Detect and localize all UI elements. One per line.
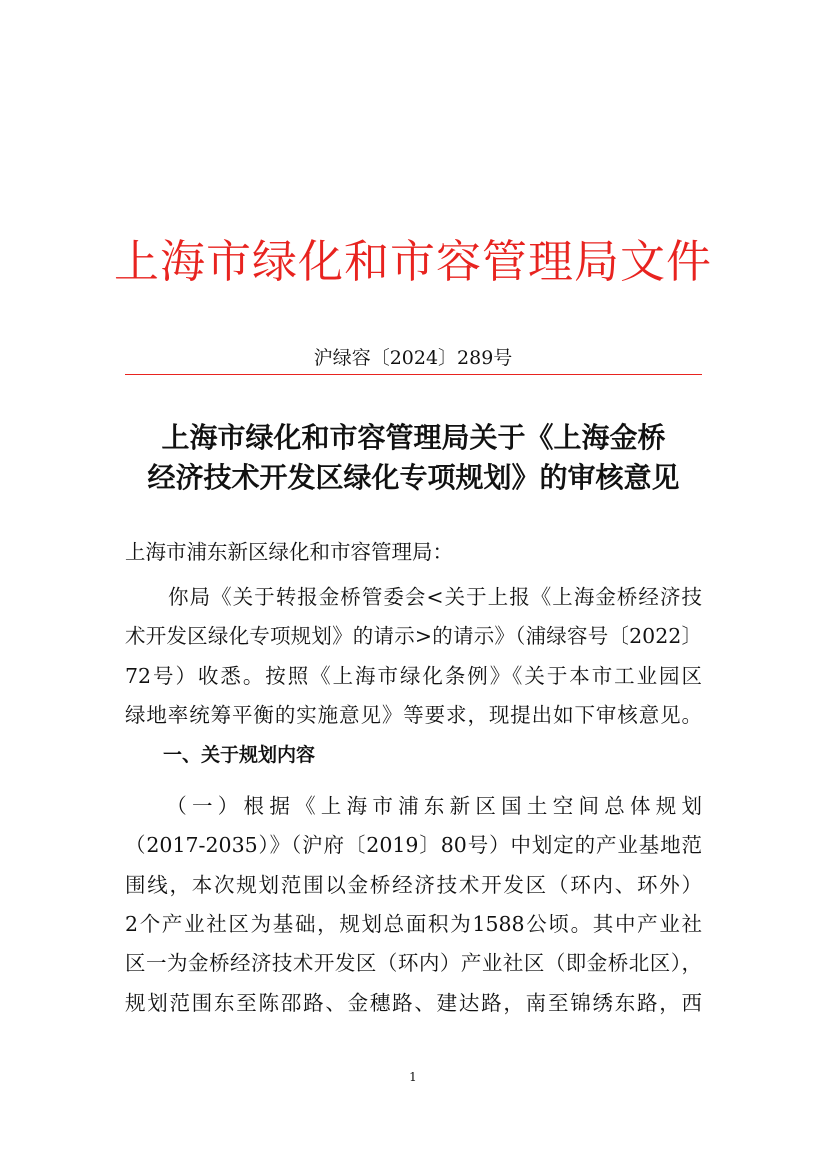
salutation: 上海市浦东新区绿化和市容管理局：: [125, 540, 453, 564]
paragraph-line: （2017-2035）》（沪府〔2019〕80号）中划定的产业基地范: [125, 833, 702, 857]
paragraph-line: 围线，本次规划范围以金桥经济技术开发区（环内、环外）: [125, 873, 702, 897]
paragraph-line: 绿地率统筹平衡的实施意见》等要求，现提出如下审核意见。: [125, 703, 702, 727]
page-number: 1: [409, 1070, 417, 1084]
paragraph-line: 2个产业社区为基础，规划总面积为1588公顷。其中产业社: [125, 912, 702, 936]
paragraph-line: 72号）收悉。按照《上海市绿化条例》《关于本市工业园区: [125, 664, 702, 688]
document-number: 沪绿容〔2024〕289号: [313, 347, 513, 369]
paragraph-line: 你局《关于转报金桥管委会<关于上报《上海金桥经济技: [125, 585, 702, 609]
document-heading-line-2: 经济技术开发区绿化专项规划》的审核意见: [147, 461, 680, 494]
paragraph-line: 规划范围东至陈邵路、金穗路、建达路，南至锦绣东路，西: [125, 991, 702, 1015]
document-issuer-title: 上海市绿化和市容管理局文件: [113, 235, 712, 288]
section-heading: 一、关于规划内容: [125, 744, 316, 766]
document-heading-line-1: 上海市绿化和市容管理局关于《上海金桥: [161, 421, 666, 454]
paragraph-line: 术开发区绿化专项规划》的请示>的请示》（浦绿容号〔2022〕: [125, 624, 702, 648]
paragraph-line: （一）根据《上海市浦东新区国土空间总体规划: [125, 794, 702, 818]
paragraph-line: 区一为金桥经济技术开发区（环内）产业社区（即金桥北区），: [125, 951, 702, 975]
red-divider: [125, 374, 702, 375]
